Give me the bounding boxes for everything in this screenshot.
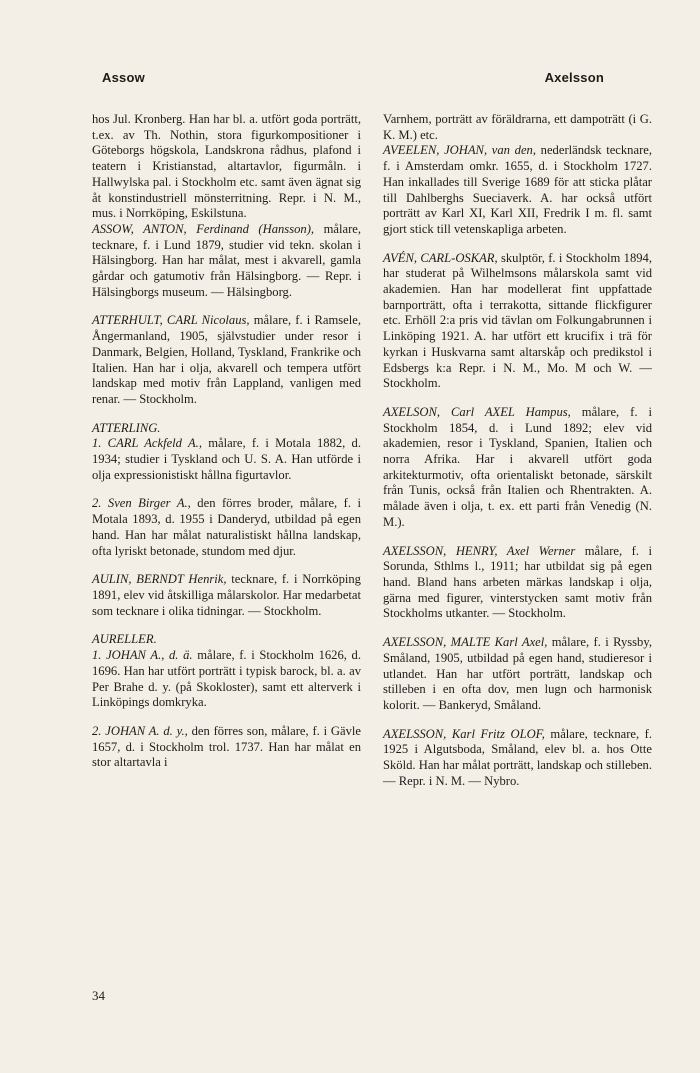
right-column	[383, 112, 652, 802]
running-head-right: Axelsson	[544, 70, 604, 85]
entry-text: målare, f. i Ramsele, Ångermanland, 1905, självstudier under resor i Danmark, Belgien, Holland, Tyskland, Frankrike och Italien. Han har i olja, akvarell och tempera utfört landskap med motiv från Lappland, vanligen med renar. — Stockholm.	[92, 313, 361, 406]
entry-axelsson-malte	[383, 635, 652, 714]
entry-text: målare, f. i Ryssby, Småland, 1905, utbildad på egen hand, studieresor i utlandet. Han har utfört porträtt, landskap och stilleben i en ofta dov, men lugn och harmonisk kolorit. — Bankeryd, Småland.	[383, 635, 652, 712]
entry-text: nederländsk tecknare, f. i Amsterdam omkr. 1655, d. i Stockholm 1727. Han inkallades till Sverige 1689 för att sticka plåtar till Dahlberghs Sueciaverk. A. har också utfört porträtt av Karl XI, Karl XII, Fredrik I m. fl. samt gjort stick till vetenskapliga arbeten.	[383, 143, 652, 236]
entry-heading: ATTERHULT, CARL Nicolaus,	[92, 313, 250, 328]
sub-entry	[92, 648, 361, 711]
sub-entry	[92, 724, 361, 771]
entry-aulin	[92, 572, 361, 619]
continued-entry-text: Varnhem, porträtt av föräldrarna, ett dampoträtt (i G. K. M.) etc.	[383, 112, 652, 142]
sub-entry-name: 2. Sven Birger A.,	[92, 496, 191, 511]
entry-aveelen	[383, 143, 652, 237]
entry-heading: AXELSON, Carl AXEL Hampus,	[383, 404, 571, 419]
entry-heading: AXELSSON, MALTE Karl Axel,	[383, 635, 548, 650]
sub-entry-text: målare, f. i Stockholm 1626, d. 1696. Han har utfört porträtt i typisk barock, bl. a. av Per Brahe d. y. (på Skokloster), samt ett alterverk i Linköpings domkryka.	[92, 648, 361, 710]
sub-entry	[92, 496, 361, 559]
entry-aureller	[92, 632, 361, 771]
entry-text: tecknare, f. i Norrköping 1891, elev vid åtskilliga målarskolor. Har medarbetat som tecknare i olika tidningar. — Stockholm.	[92, 572, 361, 618]
page-number: 34	[92, 988, 105, 1003]
entry-text: målare, tecknare, f. 1925 i Algutsboda, Småland, elev bl. a. hos Otte Sköld. Han har målat porträtt, landskap och stilleben. — Repr. i N. M. — Nybro.	[383, 726, 653, 788]
sub-entry-text: den förres son, målare, f. i Gävle 1657, d. i Stockholm trol. 1737. Han har målat en stor altartavla i	[92, 723, 361, 770]
entry-heading: AVÉN, CARL-OSKAR,	[383, 250, 498, 265]
sub-entry-name: 1. JOHAN A., d. ä.	[92, 648, 193, 663]
sub-entry-name: 1. CARL Ackfeld A.,	[92, 436, 202, 451]
entry-assow	[92, 222, 361, 301]
entry-text: målare, f. i Stockholm 1854, d. i Lund 1892; elev vid akademien, resor i Tyskland, Spanien, Italien och norra Afrika. Har i akvarell utfört goda arkitekturmotiv, ofta orientaliskt betonade, särskilt från Tunis, också från Italien och Rhentrakten. A. målade även i olja, t. ex. ett parti från Venedig (N. M.).	[383, 404, 652, 529]
entry-aven	[383, 251, 652, 392]
entry-heading: ATTERLING.	[92, 420, 161, 435]
entry-heading: ASSOW, ANTON, Ferdinand (Hansson),	[92, 221, 315, 236]
sub-entry-name: 2. JOHAN A. d. y.,	[92, 723, 188, 738]
entry-text: målare, tecknare, f. i Lund 1879, studier vid tekn. skolan i Hälsingborg. Han har målat, mest i akvarell, gamla gårdar och gatumotiv från Hälsingborg. — Repr. i Hälsingborgs museum. — Hälsingborg.	[92, 221, 361, 299]
entry-atterling	[92, 421, 361, 560]
running-head-left: Assow	[102, 70, 145, 85]
entry-heading: AULIN, BERNDT Henrik,	[92, 572, 227, 587]
entry-axelsson-olof	[383, 727, 652, 790]
continued-entry-text: hos Jul. Kronberg. Han har bl. a. utfört goda porträtt, t.ex. av Th. Nothin, stora figurkompositioner i Göteborgs högskola, Landskrona rådhus, plafond i teatern i Kristianstad, altartavlor, figurmåln. i Hallwylska pal. i Stockholm etc. samt även ägnat sig åt konstindustriell mönsterritning. Repr. i N. M., mus. i Norrköping, Eskilstuna.	[92, 112, 361, 221]
sub-entry-text: den förres broder, målare, f. i Motala 1893, d. 1955 i Danderyd, utbildad på egen hand. Han har målat naturalistiskt hållna landskap, ofta lyriskt betonade, stundom med djur.	[92, 496, 361, 558]
left-column	[92, 112, 361, 784]
entry-text: skulptör, f. i Stockholm 1894, har studerat på Wilhelmsons målarskola samt vid akademien. Han har modellerat fint uppfattade barnporträtt, ofta i terrakotta, sittande flickfigurer etc. Erhöll 2:a pris vid tävlan om Folkungabrunnen i Linköping 1921. A. har utfört ett krucifix i trä för kyrkan i Huskvarna samt altarskåp och predikstol i Edsbergs k:a Repr. i N. M., Mo. M och W. — Stockholm.	[383, 250, 652, 391]
entry-heading: AXELSSON, HENRY, Axel Werner	[383, 543, 576, 558]
entry-axelson	[383, 405, 652, 531]
entry-heading: AXELSSON, Karl Fritz OLOF,	[383, 726, 545, 741]
entry-heading: AVEELEN, JOHAN, van den,	[383, 143, 536, 158]
sub-entry	[92, 436, 361, 483]
entry-atterhult	[92, 313, 361, 407]
entry-heading: AURELLER.	[92, 632, 157, 647]
entry-axelsson-henry	[383, 544, 652, 623]
sub-entry-text: målare, f. i Motala 1882, d. 1934; studier i Tyskland och U. S. A. Han utförde i olja expressionistiskt hållna figurtavlor.	[92, 436, 361, 482]
entry-text: målare, f. i Sorunda, Sthlms l., 1911; har utbildat sig på egen hand. Bland hans arbeten märkas landskap i olja, gärna med figurer, vinterstycken samt motiv från Stockholms utkanter. — Stockholm.	[383, 543, 653, 621]
